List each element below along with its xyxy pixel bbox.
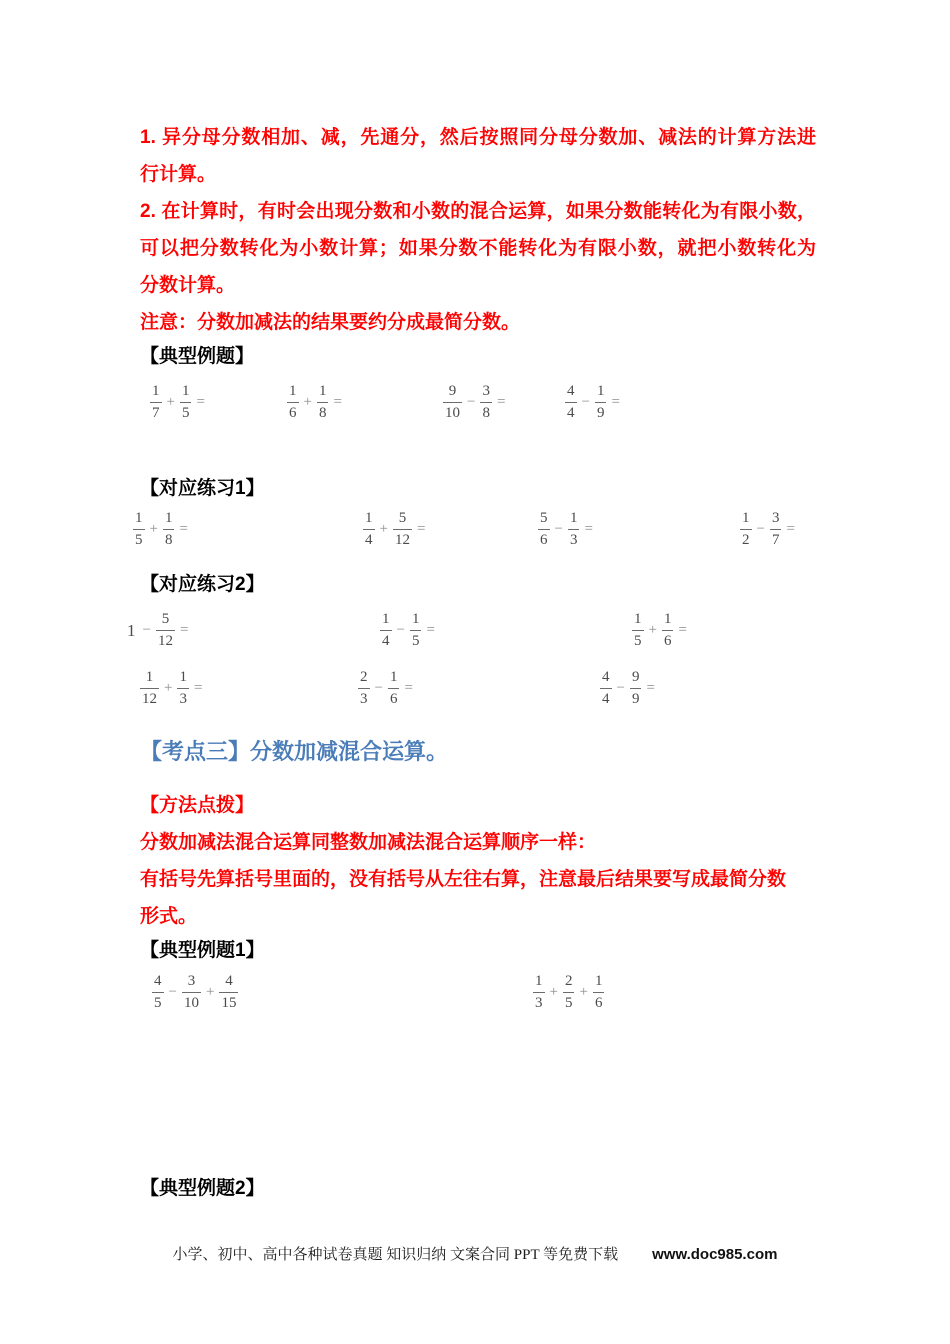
fraction-numerator: 1 (318, 383, 327, 399)
fraction-denominator: 8 (317, 402, 329, 421)
operator: = (179, 521, 188, 537)
fraction-numerator: 3 (771, 510, 780, 526)
page-footer (0, 1243, 950, 1264)
fraction-numerator: 3 (187, 973, 196, 989)
fraction (632, 612, 644, 649)
fraction-denominator: 6 (538, 529, 550, 548)
fraction-denominator: 5 (133, 529, 145, 548)
fraction-numerator: 1 (289, 383, 297, 399)
method-tips-paragraph (140, 824, 816, 935)
section-title-exam-point-3: 【考点三】分数加减混合运算。 (140, 739, 449, 764)
fraction (563, 974, 575, 1011)
fraction-numerator: 1 (365, 510, 373, 526)
fraction-numerator: 1 (594, 973, 603, 989)
section-title-typical-example: 【典型例题】 (140, 346, 255, 367)
fraction-numerator: 9 (631, 669, 640, 685)
method-tips-line: 有括号先算括号里面的，没有括号从左往右算，注意最后结果要写成最简分数 (140, 869, 787, 890)
fraction (358, 670, 370, 707)
fraction-numerator: 1 (382, 611, 390, 627)
operator: − (374, 680, 383, 696)
fraction-numerator: 1 (663, 611, 672, 627)
operator: = (678, 622, 687, 638)
fraction-expression (363, 511, 430, 548)
fraction-expression (358, 670, 418, 707)
fraction-numerator: 4 (154, 973, 162, 989)
operator: + (379, 521, 388, 537)
fraction-denominator: 5 (152, 992, 164, 1011)
fraction (180, 384, 192, 421)
intro-line: 分数计算。 (140, 275, 236, 296)
intro-line: 注意：分数加减法的结果要约分成最简分数。 (140, 312, 521, 333)
fraction-denominator: 4 (380, 630, 392, 649)
fraction-denominator: 5 (563, 992, 575, 1011)
fraction-expression (133, 511, 193, 548)
fraction-denominator: 7 (770, 529, 782, 548)
fraction-numerator: 5 (398, 510, 407, 526)
fraction (317, 384, 329, 421)
fraction-numerator: 1 (596, 383, 605, 399)
section-title-practice-1: 【对应练习1】 (140, 478, 265, 499)
fraction (163, 511, 175, 548)
fraction (480, 384, 492, 421)
operator: + (303, 394, 312, 410)
fraction-expression (140, 670, 207, 707)
fraction-expression (127, 612, 193, 649)
fraction-expression (443, 384, 510, 421)
operator: + (549, 984, 558, 1000)
method-tips-line: 分数加减法混合运算同整数加减法混合运算顺序一样： (140, 832, 597, 853)
fraction (140, 670, 159, 707)
fraction-numerator: 3 (482, 383, 490, 399)
fraction-numerator: 1 (152, 383, 160, 399)
fraction (630, 670, 642, 707)
fraction (600, 670, 612, 707)
fraction-numerator: 1 (145, 669, 154, 685)
fraction (219, 974, 238, 1011)
fraction-expression (533, 974, 604, 1011)
operator: + (164, 680, 173, 696)
fraction (662, 612, 674, 649)
fraction-expression (600, 670, 660, 707)
fraction-numerator: 1 (742, 510, 750, 526)
fraction (568, 511, 580, 548)
fraction-expression (380, 612, 440, 649)
fraction-numerator: 1 (569, 510, 578, 526)
footer-url: www.doc985.com (652, 1246, 778, 1263)
fraction (595, 384, 607, 421)
operator: = (496, 394, 506, 410)
operator: = (333, 394, 342, 410)
section-title-typical-example-1: 【典型例题1】 (140, 940, 265, 961)
operator: = (179, 622, 189, 638)
section-title-method-tips: 【方法点拨】 (140, 795, 255, 816)
intro-line: 可以把分数转化为小数计算；如果分数不能转化为有限小数，就把小数转化为 (140, 238, 816, 259)
fraction (410, 612, 422, 649)
operator: + (205, 984, 215, 1000)
fraction (156, 612, 175, 649)
footer-site-text: 小学、初中、高中各种试卷真题 知识归纳 文案合同 PPT 等免费下载 (172, 1247, 619, 1263)
operator: = (193, 680, 203, 696)
fraction-denominator: 12 (156, 630, 175, 649)
fraction-row-practice-2a (0, 612, 950, 658)
fraction-numerator: 2 (564, 973, 573, 989)
fraction-row-typical-example-1 (0, 974, 950, 1020)
fraction (533, 974, 545, 1011)
fraction-denominator: 6 (662, 630, 674, 649)
operator: − (756, 521, 765, 537)
section-title-practice-2: 【对应练习2】 (140, 574, 265, 595)
operator: = (611, 394, 620, 410)
operator: = (646, 680, 655, 696)
operator: = (786, 521, 795, 537)
fraction-denominator: 5 (180, 402, 192, 421)
operator: − (581, 394, 590, 410)
fraction-expression (152, 974, 238, 1011)
fraction (443, 384, 462, 421)
fraction (593, 974, 605, 1011)
fraction-expression (287, 384, 347, 421)
fraction-denominator: 3 (177, 688, 189, 707)
fraction-denominator: 3 (568, 529, 580, 548)
fraction-numerator: 1 (181, 383, 190, 399)
operator: − (616, 680, 625, 696)
fraction-numerator: 1 (634, 611, 642, 627)
fraction (565, 384, 577, 421)
fraction-denominator: 5 (632, 630, 644, 649)
fraction-numerator: 1 (535, 973, 543, 989)
section-title-typical-example-2: 【典型例题2】 (140, 1178, 265, 1199)
fraction-denominator: 8 (480, 402, 492, 421)
fraction-numerator: 1 (164, 510, 173, 526)
fraction-numerator: 4 (567, 383, 575, 399)
fraction-denominator: 12 (140, 688, 159, 707)
fraction-denominator: 4 (565, 402, 577, 421)
fraction-row-typical-example (0, 384, 950, 430)
fraction-denominator: 6 (593, 992, 605, 1011)
fraction-denominator: 8 (163, 529, 175, 548)
intro-line: 1. 异分母分数相加、减，先通分，然后按照同分母分数加、减法的计算方法进 (140, 127, 816, 148)
intro-paragraph (140, 119, 816, 341)
fraction-expression (632, 612, 692, 649)
fraction-denominator: 2 (740, 529, 752, 548)
operator: = (584, 521, 593, 537)
operator: = (416, 521, 426, 537)
fraction-expression (150, 384, 210, 421)
fraction-numerator: 2 (360, 669, 368, 685)
operator: − (554, 521, 563, 537)
fraction (363, 511, 375, 548)
fraction (538, 511, 550, 548)
fraction (740, 511, 752, 548)
integer: 1 (127, 621, 136, 640)
fraction-denominator: 9 (595, 402, 607, 421)
fraction-denominator: 10 (443, 402, 462, 421)
fraction-expression (538, 511, 598, 548)
fraction-denominator: 15 (219, 992, 238, 1011)
method-tips-line: 形式。 (140, 906, 198, 927)
fraction-denominator: 5 (410, 630, 422, 649)
fraction-expression (740, 511, 800, 548)
fraction-numerator: 1 (135, 510, 143, 526)
operator: − (467, 394, 476, 410)
operator: + (166, 394, 175, 410)
operator: + (579, 984, 588, 1000)
fraction-denominator: 4 (600, 688, 612, 707)
fraction (152, 974, 164, 1011)
intro-line: 2. 在计算时，有时会出现分数和小数的混合运算，如果分数能转化为有限小数， (140, 201, 816, 222)
intro-line: 行计算。 (140, 164, 217, 185)
fraction-denominator: 6 (287, 402, 299, 421)
fraction-expression (565, 384, 625, 421)
fraction (287, 384, 299, 421)
fraction-denominator: 4 (363, 529, 375, 548)
operator: − (396, 622, 405, 638)
fraction-numerator: 1 (179, 669, 187, 685)
fraction-numerator: 5 (161, 611, 170, 627)
fraction-numerator: 4 (602, 669, 610, 685)
fraction (133, 511, 145, 548)
operator: = (404, 680, 413, 696)
fraction (150, 384, 162, 421)
fraction (388, 670, 400, 707)
fraction-row-practice-2b (0, 670, 950, 716)
fraction-denominator: 6 (388, 688, 400, 707)
fraction (770, 511, 782, 548)
fraction-row-practice-1 (0, 511, 950, 557)
fraction-denominator: 3 (533, 992, 545, 1011)
fraction-numerator: 1 (411, 611, 420, 627)
fraction-numerator: 4 (225, 973, 233, 989)
operator: − (142, 622, 151, 638)
operator: = (426, 622, 435, 638)
fraction-denominator: 9 (630, 688, 642, 707)
fraction-numerator: 9 (448, 383, 457, 399)
fraction-denominator: 12 (393, 529, 412, 548)
fraction-numerator: 1 (389, 669, 398, 685)
fraction-denominator: 3 (358, 688, 370, 707)
operator: − (168, 984, 177, 1000)
fraction-numerator: 5 (540, 510, 548, 526)
fraction (177, 670, 189, 707)
fraction (393, 511, 412, 548)
fraction (182, 974, 201, 1011)
fraction-denominator: 10 (182, 992, 201, 1011)
operator: + (648, 622, 657, 638)
operator: = (196, 394, 205, 410)
fraction-denominator: 7 (150, 402, 162, 421)
operator: + (149, 521, 158, 537)
fraction (380, 612, 392, 649)
